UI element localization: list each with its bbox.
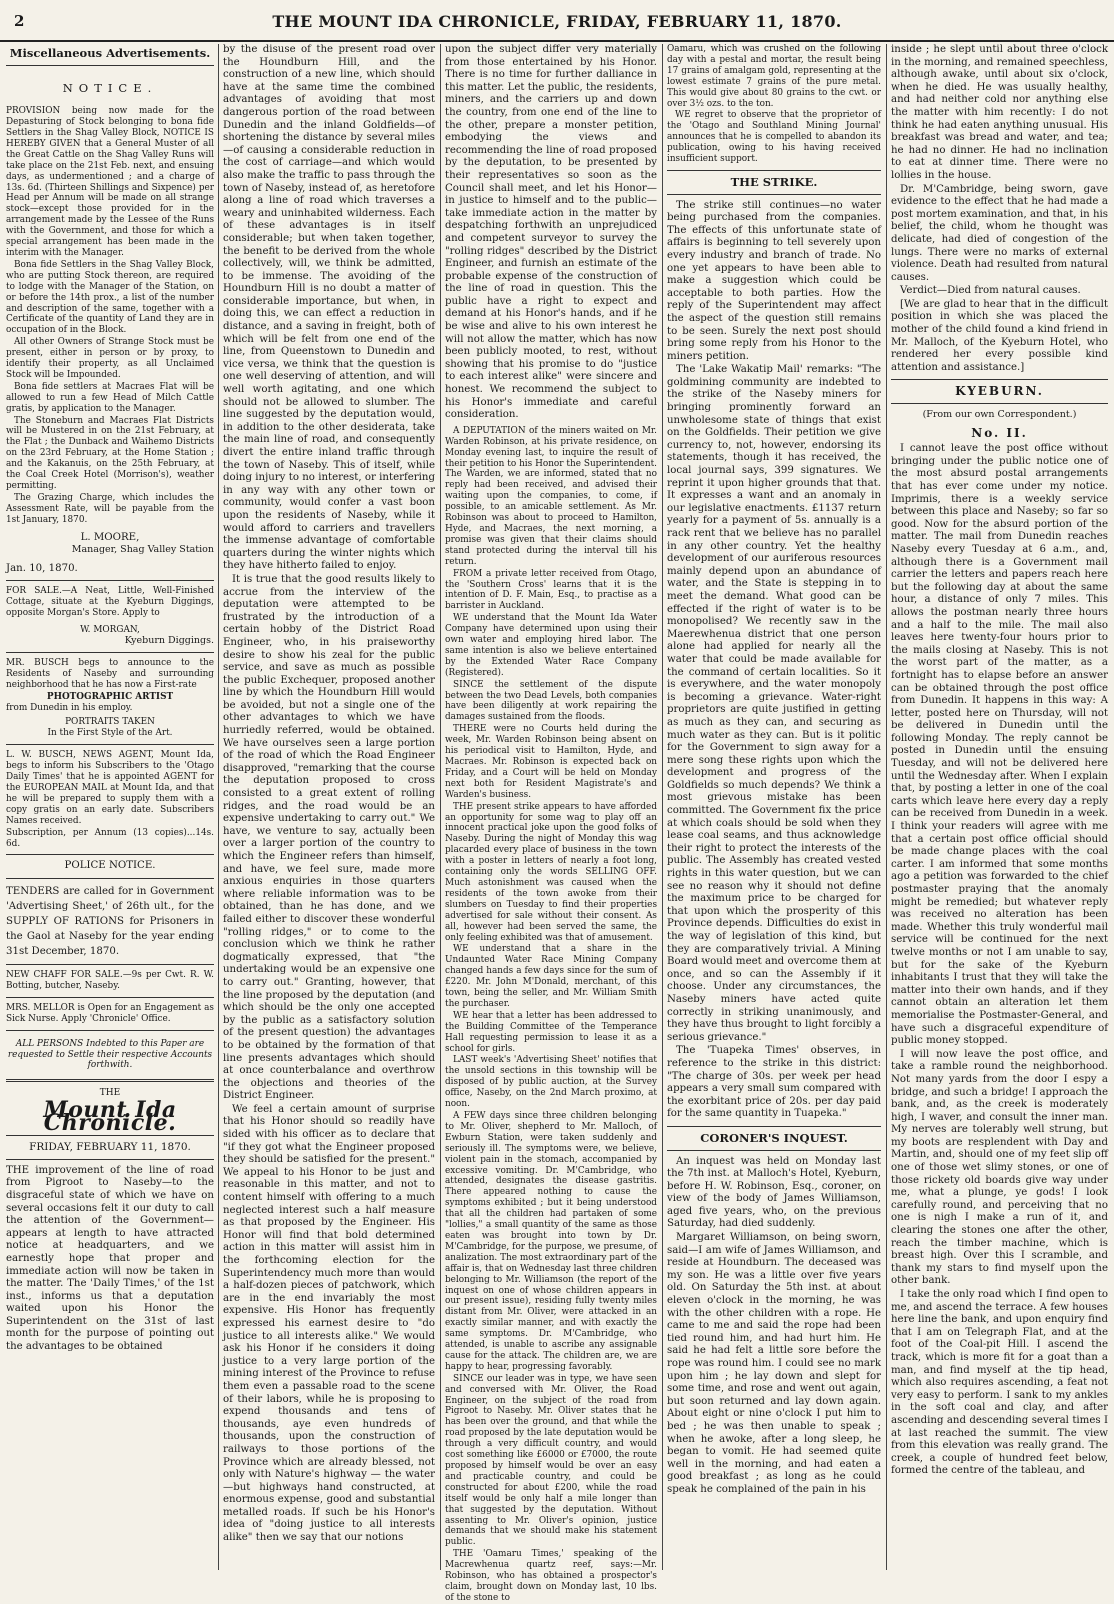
divider <box>6 652 214 653</box>
tenders-ad: TENDERS are called for in Government 'Advertising Sheet,' of 26th ult., for the SUPPLY OF RATIONS for Prisoners in the Gaol at Naseby for the year ending 31st December, 1870. <box>6 886 214 958</box>
leader-paragraph: by the disuse of the present road over the Houndburn Hill, and the construction of a new line, which should have at the same time the combined advantages of avoiding that most dangerous portion of the road between Dunedin and the inland Goldfields—of shortening the distance by several miles—of causing a considerable reduction in the cost of carriage—and which would also make the traffic to pass through the town of Naseby, instead of, as heretofore along a line of road which traverses a weary and uninhabited wilderness. Each of these advantages is in itself considerable; but when taken together, the benefit to be derived from the whole collectively, will, we think be admitted, to be immense. The avoiding of the Houndburn Hill is no doubt a matter of considerable importance, but when, in doing this, we can effect a reduction in distance, and a saving in freight, both of which will be felt from one end of the line, from Queenstown to Dunedin and vice versa, we think that the question is one well deserving of attention, and will well worth agitating, and one which should not be allowed to slumber. The line suggested by the deputation would, in addition to the other desiderata, take the main line of road, and consequently divert the entire inland traffic through the town of Naseby. This of itself, while doing injury to no interest, or interfering in any way with any other town or community, would confer a vast boon upon the residents of Naseby, while it would afford to carriers and travellers the immense advantage of comfortable quarters during the winter nights which they have hitherto failed to enjoy. <box>223 44 435 572</box>
kyeburn-paragraph: I take the only road which I find open to me, and ascend the terrace. A few houses here line the bank, and upon enquiry find that I am on Telegraph Flat, and at the foot of the Coal-pit Hill. I ascend the track, which is more fit for a goat than a man, and find myself at the tip head, which also requires ascending, a feat not very easy to perform. I sank to my ankles in the soft coal and clay, and after ascending and descending several times I at last reached the summit. The view from this elevation was really grand. The creek, a couple of hundred feet below, formed the centre of the tableau, and <box>891 1289 1108 1477</box>
page-header <box>0 0 1114 42</box>
strike-title: THE STRIKE. <box>730 174 818 189</box>
column-rule <box>440 44 441 1570</box>
divider <box>6 878 214 879</box>
notice-paragraph: Bona fide settlers at Macraes Flat will be allowed to run a few Head of Milch Cattle gratis, by application to the Manager. <box>6 381 214 414</box>
masthead-date: FRIDAY, FEBRUARY 11, 1870. <box>29 1141 191 1154</box>
leader-paragraph: THE improvement of the line of road from Pigroot to Naseby—to the disgraceful state of which we have on several occasions felt it our duty to call the attention of the Government—appears at length to have attracted notice at headquarters, and we earnestly hope that proper and immediate action will now be taken in the matter. The 'Daily Times,' of the 1st inst., informs us that a deputation waited upon his Honor the Superintendent on the 31st of last month for the purpose of pointing out the advantages to be obtained <box>6 1164 214 1353</box>
column-rule <box>218 44 219 1570</box>
news-item: A DEPUTATION of the miners waited on Mr. Warden Robinson, at his private residence, on Monday evening last, to inquire the result of their petition to his Honor the Superintendent. The Warden, we are informed, stated that no reply had been received, and advised their waiting upon the companies, to come, if possible, to an amicable settlement. As Mr. Robinson was about to proceed to Hamilton, Hyde, and Macraes, the next morning, a promise was given that their claims should stand protected during the interval till his return. <box>445 425 657 567</box>
column-1 <box>6 44 214 1570</box>
column-rule <box>662 44 663 1570</box>
coroner-paragraph: An inquest was held on Monday last the 7th inst. at Malloch's Hotel, Kyeburn, before H. W. Robinson, Esq., coroner, on view of the body of James Williamson, aged five years, who, on the previous Saturday, had died suddenly. <box>667 1155 881 1230</box>
sale-place: Kyeburn Diggings. <box>124 635 214 647</box>
news-item: SINCE our leader was in type, we have seen and conversed with Mr. Oliver, the Road Engineer, on the subject of the road from Pigroot to Naseby. Mr. Oliver states that he has been over the ground, and that while the road proposed by the late deputation would be through a very difficult country, and would cost something like £6000 or £7000, the route proposed by himself would be over an easy and practicable country, and could be constructed for about £200, while the road itself would be only half a mile longer than that suggested by the deputation. Without assenting to Mr. Oliver's opinion, justice demands that we should make his statement public. <box>445 1373 657 1548</box>
kyeburn-title: KYEBURN. <box>955 384 1044 399</box>
coroner-paragraph: Margaret Williamson, on being sworn, said—I am wife of James Williamson, and reside at Houndburn. The deceased was my son. He was a little over five years old. On Saturday the 5th inst. at about eleven o'clock in the morning, he was with the other children with a rope. He came to me and said the rope had been tied round him, and had hurt him. He said he had felt a little sore before the rope was round him. I could see no mark upon him ; he lay down and slept for some time, and rose and went out again, but soon returned and lay down again. About eight or nine o'clock I put him to bed ; he was then unable to speak ; when he awoke, after a long sleep, he began to vomit. He had seemed quite well in the morning, and had eaten a good breakfast ; as long as he could speak he complained of the pain in his <box>667 1232 881 1495</box>
column-2 <box>223 44 435 1570</box>
divider <box>667 170 881 171</box>
divider <box>667 1150 881 1151</box>
busch-ad: MR. BUSCH begs to announce to the Residents of Naseby and surrounding neighborhood that he has now a First-rate <box>6 657 214 690</box>
news-item: THE 'Oamaru Times,' speaking of the Macrewhenua quartz reef, says:—Mr. Robinson, who has obtained a prospector's claim, brought down on Monday last, 10 lbs. of the stone to <box>445 1549 657 1603</box>
signature-name: L. MOORE, <box>80 531 140 543</box>
news-item: WE regret to observe that the proprietor of the 'Otago and Southland Mining Journal' announces that he is compelled to abandon its publication, owing to his having received insufficient support. <box>667 110 881 165</box>
sale-signature: W. MORGAN, <box>80 625 140 636</box>
coroner-title: CORONER'S INQUEST. <box>700 1130 848 1145</box>
coroner-note: [We are glad to hear that in the difficult position in which she was placed the mother of the child found a kind friend in Mr. Malloch, of the Kyeburn Hotel, who rendered her every possible kind attention and assistance.] <box>891 298 1108 373</box>
news-item: THERE were no Courts held during the week, Mr. Warden Robinson being absent on his periodical visit to Hamilton, Hyde, and Macraes. Mr. Robinson is expected back on Friday, and a Court will be held on Monday next both for Resident Magistrate's and Warden's business. <box>445 724 657 800</box>
mellor-ad: MRS. MELLOR is Open for an Engagement as Sick Nurse. Apply 'Chronicle' Office. <box>6 1002 214 1024</box>
kyeburn-byline: (From our own Correspondent.) <box>922 409 1077 421</box>
column-5 <box>891 44 1108 1570</box>
divider <box>6 1159 214 1160</box>
news-item: WE understand that the Mount Ida Water Company have determined upon using their own water and employing hired labor. The same intention is also we believe entertained by the Extended Water Race Company (Registered). <box>445 613 657 678</box>
notice-paragraph: The Grazing Charge, which includes the Assessment Rate, will be payable from the 1st January, 1870. <box>6 492 214 525</box>
kyeburn-paragraph: I cannot leave the post office without bringing under the public notice one of the most absurd postal arrangements that has ever come under my notice. Imprimis, there is a weekly service between this place and Naseby; so far so good. Now for the absurd portion of the matter. The mail from Dunedin reaches Naseby every Tuesday at 6 a.m., and, although there is a Government mail carrier the letters and papers reach here but the following day at about the same hour, a distance of only 7 miles. This allows the postman nearly three hours and a half to the mile. The mail also leaves here twenty-four hours prior to the mails closing at Naseby. This is not the worst part of the matter, as a fortnight has to elapse before an answer can be obtained through the post office from Dunedin. It happens in this way: A letter, posted here on Thursday, will not be delivered in Dunedin until the following Monday. The reply cannot be posted in Dunedin until the ensuing Tuesday, and will not be delivered here until the Wednesday after. When I explain that, by posting a letter in one of the coal carts which leave here every day a reply can be received from Dunedin in a week. I think your readers will agree with me that a certain post office official should be made change places with the coal carter. I am informed that some months ago a petition was forwarded to the chief postmaster praying that the anomaly might be remedied; but whatever reply was received no alteration has been made. Whether this truly wonderful mail service will be continued for the next twelve months or not I am unable to say, but for the sake of the Kyeburn inhabitants I trust that they will take the matter into their own hands, and if they cannot obtain an alteration let them memorialise the Postmaster-General, and have such a disgraceful expenditure of public money stopped. <box>891 443 1108 1047</box>
column-3 <box>445 44 657 1603</box>
strike-paragraph: The strike still continues—no water being purchased from the companies. The effects of this unfortunate state of affairs is beginning to tell severely upon every industry and branch of trade. No one yet appears to have been able to make a suggestion which could be acceptable to both parties. How the reply of the Superintendent may affect the aspect of the question still remains to be seen. Surely the next post should bring some reply from his Honor to the miners petition. <box>667 199 881 362</box>
news-item: LAST week's 'Advertising Sheet' notifies that the unsold sections in this township will be disposed of by public auction, at the Survey office, Naseby, on the 2nd March proximo, at noon. <box>445 1055 657 1110</box>
kyeburn-paragraph: I will now leave the post office, and take a ramble round the neighborhood. Not many yards from the door I espy a bridge, and such a bridge! I approach the bank, and, as the creek is moderately high, I waver, and consult the inner man. My nerves are tolerably well strung, but my boots are resplendent with Day and Martin, and, should one of my feet slip off one of those wet slimy stones, or one of those rickety old boards give way under me, what a plunge, ye gods! I look carefully round, and perceiving that no one is nigh I make a run of it, and clearing the stones one after the other, reach the timber machine, which is breast high. Over this I scramble, and thank my stars to find myself upon the other bank. <box>891 1048 1108 1287</box>
kyeburn-number: No. II. <box>971 425 1028 440</box>
divider <box>6 744 214 745</box>
news-item: WE hear that a letter has been addressed to the Building Committee of the Temperance Hall requesting permission to lease it as a school for girls. <box>445 1010 657 1054</box>
page-title: THE MOUNT IDA CHRONICLE, FRIDAY, FEBRUARY 11, 1870. <box>272 12 842 31</box>
news-item: WE understand that a share in the Undaunted Water Race Mining Company changed hands a few days since for the sum of £220. Mr. John M'Donald, merchant, of this town, being the seller, and Mr. William Smith the purchaser. <box>445 944 657 1009</box>
news-item: A FEW days since three children belonging to Mr. Oliver, shepherd to Mr. Malloch, of Ewburn Station, were taken suddenly and seriously ill. The symptoms were, we believe, violent pain in the stomach, accompanied by excessive vomiting. Dr. M'Cambridge, who attended, designates the disease gastritis. There appeared nothing to cause the symptoms exhibited ; but it being understood that all the children had partaken of some "lollies," a small quantity of the same as those eaten was brought into town by Dr. M'Cambridge, for the purpose, we presume, of analization. The most extraordinary part of the affair is, that on Wednesday last three children belonging to Mr. Williamson (the report of the inquest on one of whose children appears in our present issue), residing fully twenty miles distant from Mr. Oliver, were attacked in an exactly similar manner, and with exactly the same symptoms. Dr. M'Cambridge, who attended, is unable to ascribe any assignable cause for the attack. The children are, we are happy to hear, progressing favorably. <box>445 1111 657 1372</box>
notice-paragraph: All other Owners of Strange Stock must be present, either in person or by proxy, to identify their property, as all Unclaimed Stock will be Impounded. <box>6 337 214 380</box>
newsagent-ad: L. W. BUSCH, NEWS AGENT, Mount Ida, begs to inform his Subscribers to the 'Otago Daily Times' that he is appointed AGENT for the EUROPEAN MAIL at Mount Ida, and that he will be prepared to supply them with a copy gratis on an early date. Subscribers Names received. <box>6 750 214 826</box>
sale-ad: FOR SALE.—A Neat, Little, Well-Finished Cottage, situate at the Kyeburn Diggings, opposite Morgan's Store. Apply to <box>6 586 214 619</box>
masthead-name: Mount Ida Chronicle. <box>43 1096 177 1136</box>
notice-paragraph: PROVISION being now made for the Depasturing of Stock belonging to bona fide Settlers in the Shag Valley Block, NOTICE IS HEREBY GIVEN that a General Muster of all the Great Cattle on the Shag Valley Runs will take place on the 21st Feb. next, and ensuing days, as undermentioned ; and a charge of 13s. 6d. (Thirteen Shillings and Sixpence) per Head per Annum will be made on all strange stock—except those provided for in the arrangement made by the Lessee of the Runs with the Government, and those for which a special arrangement has been made in the interim with the Manager. <box>6 106 214 258</box>
divider <box>6 997 214 998</box>
divider <box>6 65 214 66</box>
leader-paragraph: upon the subject differ very materially from those entertained by his Honor. There is no time for further dalliance in this matter. Let the public, the residents, miners, and the carriers up and down the country, from one end of the line to the other, prepare a monster petition, embodying the views and recommending the line of road proposed by the deputation, to be presented by their representatives so soon as the Council shall meet, and let his Honor—in justice to himself and to the public—take immediate action in the matter by despatching forthwith an unprejudiced and competent surveyor to survey the "rolling ridges" described by the District Engineer, and furnish an estimate of the probable expense of the construction of the line of road in question. This the public have a right to expect and demand at his Honor's hands, and if he be wise and alive to his own interest he will not allow the matter, which has now been publicly mooted, to rest, without showing that his promise to do "justice to each interest alike" were sincere and honest. We recommend the subject to his Honor's immediate and careful consideration. <box>445 44 657 421</box>
column-4 <box>667 44 881 1570</box>
divider <box>6 1079 214 1082</box>
news-item: THE present strike appears to have afforded an opportunity for some wag to play off an innocent practical joke upon the good folks of Naseby. During the night of Monday this wag placarded every place of business in the town with a poster in letters of nearly a foot long, containing only the words SELLING OFF. Much astonishment was caused when the residents of the town awoke from their slumbers on Tuesday to find their properties advertised for sale without their consent. As all, however had been served the same, the only feeling exhibited was that of amusement. <box>445 801 657 943</box>
divider <box>667 194 881 195</box>
persons-notice: ALL PERSONS Indebted to this Paper are requested to Settle their respective Accounts forthwith. <box>7 1038 213 1071</box>
coroner-paragraph: inside ; he slept until about three o'clock in the morning, and remained speechless, although awake, until about six o'clock, when he died. He was usually healthy, and had neither cold nor anything else the matter with him recently: I do not think he had eaten anything unusual. His breakfast was bread and water, and tea; he had no dinner. He had no inclination to eat at dinner time. There were no lollies in the house. <box>891 44 1108 181</box>
divider <box>891 403 1108 404</box>
notice-date: Jan. 10, 1870. <box>6 562 78 574</box>
coroner-verdict: Verdict—Died from natural causes. <box>900 285 1081 297</box>
column-rule <box>886 44 887 1570</box>
coroner-paragraph: Dr. M'Cambridge, being sworn, gave evidence to the effect that he had made a post mortem examination, and that, in his belief, the child, whom he thought was delicate, had died of congestion of the lungs. There were no marks of external violence. Death had resulted from natural causes. <box>891 183 1108 283</box>
divider <box>891 379 1108 380</box>
section-title: Miscellaneous Advertisements. <box>9 46 211 60</box>
strike-paragraph: The 'Tuapeka Times' observes, in reference to the strike in this district: "The charge of 30s. per week per head appears a very small sum compared with the exorbitant price of 20s. per day paid for the same quantity in Tuapeka." <box>667 1045 881 1120</box>
busch-artist: PHOTOGRAPHIC ARTIST <box>46 691 174 702</box>
signature-title: Manager, Shag Valley Station <box>71 544 214 556</box>
divider <box>6 854 214 855</box>
chaff-ad: NEW CHAFF FOR SALE.—9s per Cwt. R. W. Botting, butcher, Naseby. <box>6 970 214 991</box>
notice-title: NOTICE. <box>62 80 158 95</box>
page-number: 2 <box>14 12 25 30</box>
divider <box>667 1126 881 1127</box>
notice-paragraph: The Stoneburn and Macraes Flat Districts will be Mustered in on the 21st February, at the Flat ; the Dunback and Waihemo Districts on the 23rd February, at the Home Station ; and the Kakanuis, on the 25th February, at the Coal Creek Hotel (Morrison's), weather permitting. <box>6 415 214 491</box>
newsagent-subscription: Subscription, per Annum (13 copies)...14s. 6d. <box>6 827 214 849</box>
news-item: FROM a private letter received from Otago, the 'Southern Cross' learns that it is the intention of D. F. Main, Esq., to practise as a barrister in Auckland. <box>445 568 657 612</box>
busch-from: from Dunedin in his employ. <box>6 702 133 713</box>
news-item: Oamaru, which was crushed on the following day with a pestal and mortar, the result being 17 grains of amalgam gold, representing at the lowest estimate 7 grains of the pure metal. This would give about 80 grains to the cwt. or over 3½ ozs. to the ton. <box>667 44 881 109</box>
divider <box>6 580 214 581</box>
masthead-the: THE <box>99 1088 121 1099</box>
divider <box>6 1030 214 1031</box>
strike-paragraph: The 'Lake Wakatip Mail' remarks: "The goldmining community are indebted to the strike of the Naseby miners for bringing prominently forward an unwholesome state of things that exist on the Goldfields. Their petition we give currency to, not, however, endorsing its statements, though it has received, the local journal says, 399 signatures. We reprint it upon higher grounds that that. It expresses a want and an anomaly in our legislative enactments. £1137 return yearly for a payment of 5s. annually is a rack rent that we believe has no parallel in any other country. Yet the healthy development of our auriferous resources mainly depend upon an abundance of water, and the State is stepping in to meet the demand. What good can be effected if the right of water is to be monopolised? We recently saw in the Maerewhenua district that one person alone had applied for nearly all the water that could be made available for the command of certain localities. So it is everywhere, and the water monopoly is becoming a grievance. Water-right proprietors are quite justified in getting as much as they can, and securing as much water as they can. But is it politic for the Government to sign away for a mere song these rights upon which the development and progress of the Goldfields so much depends? We think a most grievous mistake has been committed. The Government fix the price at which coals should be sold when they lease coal seams, and thus acknowledge their right to protect the interests of the public. The Assembly has created vested rights in this water question, but we can see no reason why it should not define the maximum price to be charged for that upon which the prosperity of this Province depends. Difficulties do exist in the way of legislation of this kind, but they are comparatively trivial. A Mining Board would meet and overcome them at once, and so can the Assembly if it choose. Under any circumstances, the Naseby miners have acted quite correctly in striking unanimously, and they have thus brought to light forcibly a serious grievance." <box>667 364 881 1043</box>
busch-portraits: PORTRAITS TAKEN <box>65 717 155 728</box>
police-notice-title: POLICE NOTICE. <box>64 860 156 872</box>
divider <box>6 964 214 965</box>
busch-style: In the First Style of the Art. <box>47 728 173 739</box>
leader-paragraph: It is true that the good results likely to accrue from the interview of the deputation were attempted to be frustrated by the introduction of a certain hobby of the District Road Engineer, who, in his praiseworthy desire to show his zeal for the public service, and save as much as possible the public Exchequer, proposed another line by which the Houndburn Hill would be avoided, but not a single one of the other advantages to which we have hurriedly referred, would be obtained. We have ourselves seen a large portion of the road of which the Road Engineer disapproved, "remarking that the course the deputation proposed to cross consisted to a great extent of rolling ridges, and the road would be an expensive undertaking to carry out." We have, we venture to say, actually been over a larger portion of the country to which the Engineer refers than himself, and have, we feel sure, made more anxious enquiries in those quarters where reliable information was to be obtained, than he has done, and we failed either to discover these wonderful "rolling ridges," or to come to the conclusion which we think he rather dogmatically expressed, that "the undertaking would be an expensive one to carry out." Granting, however, that the line proposed by the deputation (and which should be the only one accepted by the public as a satisfactory solution of the present question) the advantages to be obtained by the formation of that line presents advantages which should at once counterbalance and overthrow the objections and theories of the District Engineer. <box>223 573 435 1102</box>
leader-paragraph: We feel a certain amount of surprise that his Honor should so readily have sided with his officer as to declare that "if they got what the Engineer proposed they should be satisfied for the present." We appeal to his Honor to be just and reasonable in this matter, and not to content himself with offering to a much neglected interest such a half measure as that proposed by the Engineer. His Honor will find that bold determined action in this matter will assist him in the forthcoming election for the Superintendency much more than would a half-dozen pieces of patchwork, which are in the end invariably the most expensive. His Honor has frequently expressed his earnest desire to "do justice to all interests alike." We would ask his Honor if he considers it doing justice to a very large portion of the mining interest of the Province to refuse them even a passable road to the scene of their labors, while he is proposing to expend thousands and tens of thousands, aye even hundreds of thousands, upon the construction of railways to those portions of the Province which are already blessed, not only with Nature's highway — the water—but highways hand constructed, at enormous expense, good and substantial metalled roads. If such be his Honor's idea of "doing justice to all interests alike" then we say that our notions <box>223 1103 435 1544</box>
notice-paragraph: Bona fide Settlers in the Shag Valley Block, who are putting Stock thereon, are required to lodge with the Manager of the Station, on or before the 14th prox., a list of the number and description of the same, together with a Certificate of the quantity of Land they are in occupation of in the Block. <box>6 259 214 336</box>
news-item: SINCE the settlement of the dispute between the two Dead Levels, both companies have been diligently at work repairing the damages sustained from the floods. <box>445 679 657 723</box>
